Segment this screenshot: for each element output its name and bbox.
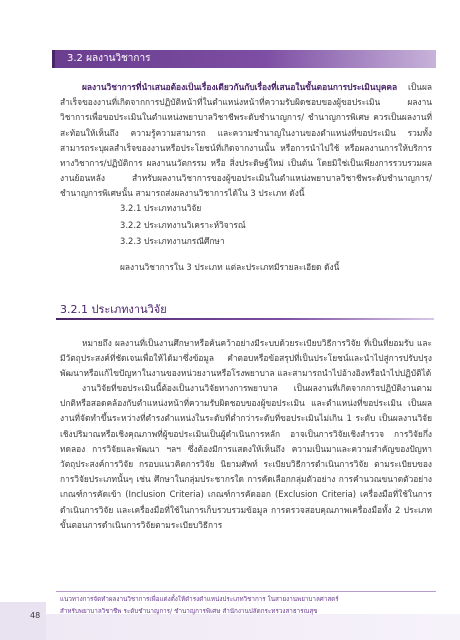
research-definition-text: หมายถึง ผลงานที่เป็นงานศึกษาหรือค้นคว้าอย่างมีระบบด้วยระเบียบวิธีการวิจัย ที่เป็นที่ยอมรับ และมีวัตถุประสงค์ที่ชัดเจนเพื่อให้ได้มาซึ่งข้อมูล คำตอบหรือข้อสรุปที่เป็นประโยชน์และนำไปสู่การปรับปรุง พัฒนาหรือแก้ไขปัญหาในงานของหน่วยงานหรือโรงพยาบาล และสามารถนำไปอ้างอิงหรือนำไปปฏิบัติได้ [60, 338, 432, 379]
intro-body: เป็นผลสำเร็จของงานที่เกิดจากการปฏิบัติหน้าที่ในตำแหน่งหน้าที่ความรับผิดชอบของผู้ขอประเมิน ผลงานวิชาการเพื่อขอประเมินในตำแหน่งพยาบาลวิชาชีพระดับชำนาญการ/ ชำนาญการพิเศษ ควรเป็นผลงานที่สะท้อนให้เห็นถึง ความรู้ความสามารถ และความชำนาญในงานของตำแหน่งที่ขอประเมิน รวมทั้งสามารถระบุผลสำเร็จของงานหรือประโยชน์ที่เกิดจากงานนั้น หรือการนำไปใช้ หรือผลงานการให้บริการทางวิชาการ/ปฏิบัติการ ผลงานนวัตกรรม หรือ สิ่งประดิษฐ์ใหม่ เป็นต้น โดยมิใช่เป็นเพียงการรวบรวมผลงานย้อนหลัง สำหรับผลงานวิชาการของผู้ขอประเมินในตำแหน่งพยาบาลวิชาชีพระดับชำนาญการ/ ชำนาญการพิเศษนั้น สามารถส่งผลงานวิชาการได้ใน 3 ประเภท ดังนี้ [60, 82, 432, 199]
page-number: 48 [30, 611, 41, 620]
list-item: 3.2.2 ประเภทงานวิเคราะห์วิจารณ์ [120, 219, 246, 230]
list-item: 3.2.3 ประเภทงานกรณีศึกษา [120, 236, 225, 246]
research-requirements-text: งานวิจัยที่ขอประเมินนี้ต้องเป็นงานวิจัยทางการพยาบาล เป็นผลงานที่เกิดจากการปฏิบัติงานตามปกติหรือสอดคล้องกับตำแหน่งหน้าที่ความรับผิดชอบของผู้ขอประเมิน และตำแหน่งที่ขอประเมิน เป็นผลงานที่จัดทำขึ้นระหว่างที่ดำรงตำแหน่งในระดับที่ต่ำกว่าระดับที่ขอประเมินไม่เกิน 1 ระดับ เป็นผลงานวิจัยเชิงปริมาณหรือเชิงคุณภาพที่ผู้ขอประเมินเป็นผู้ดำเนินการหลัก อาจเป็นการวิจัยเชิงสำรวจ การวิจัยกึ่งทดลอง การวิจัยและพัฒนา ฯลฯ ซึ่งต้องมีการแสดงให้เห็นถึง ความเป็นมาและความสำคัญของปัญหา วัตถุประสงค์การวิจัย กรอบแนวคิดการวิจัย นิยามศัพท์ ระเบียบวิธีการดำเนินการวิจัย ตามระเบียบของการวิจัยประเภทนั้นๆ เช่น ศึกษาในกลุ่มประชากรใด การคัดเลือกกลุ่มตัวอย่าง การคำนวณขนาดตัวอย่าง เกณฑ์การคัดเข้า (Inclusion Criteria) เกณฑ์การคัดออก (Exclusion Criteria) เครื่องมือที่ใช้ในการดำเนินการวิจัย และเครื่องมือที่ใช้ในการเก็บรวบรวมข้อมูล การตรวจสอบคุณภาพเครื่องมือทั้ง 2 ประเภท ขั้นตอนการดำเนินการวิจัยตามระเบียบวิธีการ [60, 383, 432, 530]
section-title: 3.2 ผลงานวิชาการ [67, 53, 151, 64]
research-definition-paragraph [60, 336, 432, 382]
subsection-title: 3.2.1 ประเภทงานวิจัย [60, 303, 167, 316]
research-requirements-paragraph [60, 381, 432, 533]
footer-line-1: แนวทางการจัดทำผลงานวิชาการเพื่อแต่งตั้งให้ดำรงตำแหน่งประเภทวิชาการ ในสายงานพยาบาลศาสตร์ [60, 596, 339, 603]
types-note: ผลงานวิชาการใน 3 ประเภท แต่ละประเภทมีรายละเอียด ดังนี้ [120, 262, 340, 272]
section-banner [52, 50, 436, 68]
intro-paragraph [60, 80, 432, 202]
running-footer [60, 594, 440, 618]
page-number-tab [0, 602, 46, 640]
intro-lead: ผลงานวิชาการที่นำเสนอต้องเป็นเรื่องเดียวกันกับเรื่องที่เสนอในขั้นตอนการประเมินบุคคล [82, 82, 398, 92]
footer-divider [56, 591, 436, 592]
subsection-header [56, 294, 434, 320]
work-type-list [120, 200, 420, 250]
footer-line-2: สำหรับพยาบาลวิชาชีพ ระดับชำนาญการ/ ชำนาญการพิเศษ สำนักงานปลัดกระทรวงสาธารณสุข [60, 608, 318, 615]
list-item: 3.2.1 ประเภทงานวิจัย [120, 203, 202, 213]
subsection-underline [56, 318, 434, 320]
